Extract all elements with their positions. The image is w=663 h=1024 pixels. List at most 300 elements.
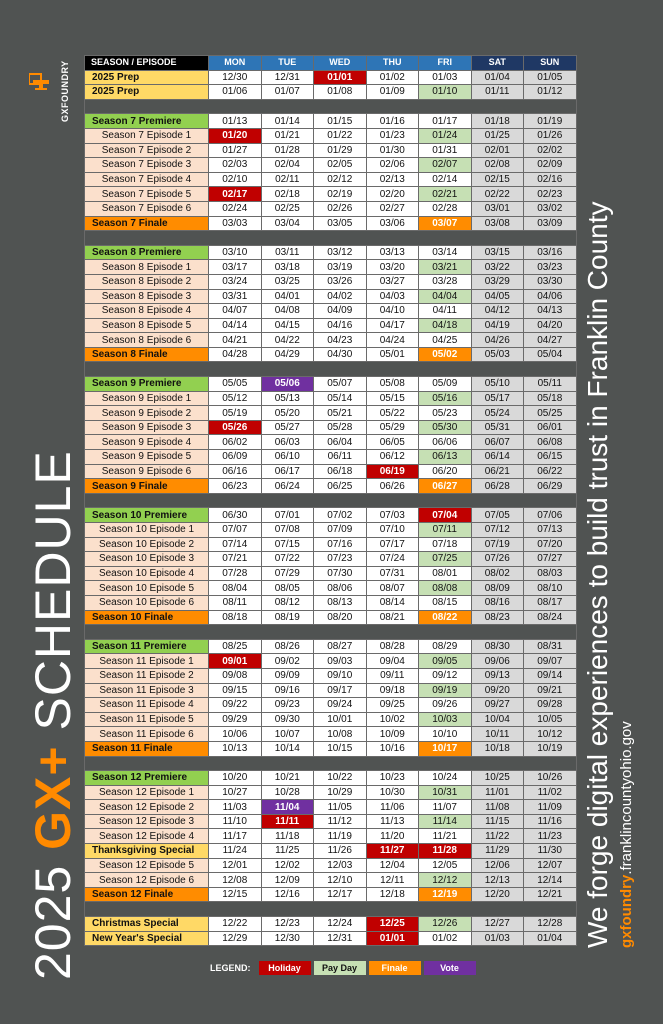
date-cell: 06/26 (366, 479, 419, 494)
date-cell: 04/27 (524, 333, 577, 348)
section-gap (85, 231, 577, 246)
date-cell: 10/24 (419, 771, 472, 786)
date-cell: 06/21 (471, 464, 524, 479)
date-cell: 06/07 (471, 435, 524, 450)
date-cell: 10/12 (524, 727, 577, 742)
date-cell: 01/11 (471, 85, 524, 100)
date-cell: 01/01 (314, 70, 367, 85)
date-cell: 11/23 (524, 829, 577, 844)
date-cell: 11/22 (471, 829, 524, 844)
date-cell: 12/18 (366, 887, 419, 902)
date-cell: 08/25 (209, 639, 262, 654)
date-cell: 09/30 (261, 712, 314, 727)
header-row (85, 56, 577, 71)
date-cell: 06/17 (261, 464, 314, 479)
date-cell: 07/25 (419, 552, 472, 567)
schedule-row (85, 668, 577, 683)
date-cell: 05/08 (366, 377, 419, 392)
row-label: Season 7 Episode 5 (85, 187, 209, 202)
date-cell: 07/09 (314, 523, 367, 538)
date-cell: 05/21 (314, 406, 367, 421)
row-label: Season 10 Finale (85, 610, 209, 625)
date-cell: 08/29 (419, 639, 472, 654)
date-cell: 12/06 (471, 858, 524, 873)
date-cell: 09/03 (314, 654, 367, 669)
date-cell: 06/23 (209, 479, 262, 494)
date-cell: 01/18 (471, 114, 524, 129)
row-label: Season 12 Finale (85, 887, 209, 902)
date-cell: 08/11 (209, 595, 262, 610)
gap-cell (85, 625, 577, 640)
date-cell: 10/09 (366, 727, 419, 742)
gap-cell (85, 362, 577, 377)
date-cell: 10/04 (471, 712, 524, 727)
date-cell: 09/16 (261, 683, 314, 698)
date-cell: 02/06 (366, 158, 419, 173)
date-cell: 07/08 (261, 523, 314, 538)
date-cell: 03/10 (209, 245, 262, 260)
date-cell: 04/21 (209, 333, 262, 348)
schedule-row (85, 406, 577, 421)
date-cell: 11/06 (366, 800, 419, 815)
date-cell: 11/25 (261, 844, 314, 859)
date-cell: 02/18 (261, 187, 314, 202)
legend-finale: Finale (369, 961, 421, 975)
gap-cell (85, 756, 577, 771)
title-prefix: 2025 (25, 849, 81, 980)
schedule-row (85, 566, 577, 581)
legend-title: LEGEND: (210, 963, 251, 973)
date-cell: 05/27 (261, 420, 314, 435)
date-cell: 04/01 (261, 289, 314, 304)
date-cell: 04/02 (314, 289, 367, 304)
date-cell: 11/11 (261, 814, 314, 829)
date-cell: 11/16 (524, 814, 577, 829)
date-cell: 10/03 (419, 712, 472, 727)
date-cell: 09/14 (524, 668, 577, 683)
date-cell: 04/03 (366, 289, 419, 304)
date-cell: 06/13 (419, 450, 472, 465)
date-cell: 04/18 (419, 318, 472, 333)
date-cell: 08/10 (524, 581, 577, 596)
date-cell: 07/20 (524, 537, 577, 552)
date-cell: 12/23 (261, 917, 314, 932)
header-wed: WED (314, 56, 367, 71)
date-cell: 10/15 (314, 741, 367, 756)
date-cell: 08/30 (471, 639, 524, 654)
legend-holiday: Holiday (259, 961, 311, 975)
date-cell: 10/13 (209, 741, 262, 756)
date-cell: 12/13 (471, 873, 524, 888)
schedule-row (85, 318, 577, 333)
date-cell: 03/21 (419, 260, 472, 275)
schedule-row (85, 523, 577, 538)
date-cell: 07/05 (471, 508, 524, 523)
row-label: Season 12 Episode 1 (85, 785, 209, 800)
date-cell: 09/27 (471, 698, 524, 713)
date-cell: 04/12 (471, 304, 524, 319)
date-cell: 05/05 (209, 377, 262, 392)
date-cell: 05/30 (419, 420, 472, 435)
header-sun: SUN (524, 56, 577, 71)
row-label: Season 7 Premiere (85, 114, 209, 129)
date-cell: 05/06 (261, 377, 314, 392)
date-cell: 08/23 (471, 610, 524, 625)
row-label: Christmas Special (85, 917, 209, 932)
schedule-row (85, 435, 577, 450)
date-cell: 05/22 (366, 406, 419, 421)
row-label: Season 9 Episode 2 (85, 406, 209, 421)
date-cell: 07/07 (209, 523, 262, 538)
date-cell: 08/22 (419, 610, 472, 625)
row-label: Thanksgiving Special (85, 844, 209, 859)
schedule-row (85, 552, 577, 567)
date-cell: 01/25 (471, 128, 524, 143)
date-cell: 05/25 (524, 406, 577, 421)
date-cell: 07/14 (209, 537, 262, 552)
date-cell: 01/20 (209, 128, 262, 143)
date-cell: 08/15 (419, 595, 472, 610)
date-cell: 07/03 (366, 508, 419, 523)
schedule-row (85, 391, 577, 406)
date-cell: 11/20 (366, 829, 419, 844)
date-cell: 03/04 (261, 216, 314, 231)
date-cell: 05/04 (524, 347, 577, 362)
date-cell: 07/13 (524, 523, 577, 538)
date-cell: 07/02 (314, 508, 367, 523)
date-cell: 12/14 (524, 873, 577, 888)
date-cell: 06/28 (471, 479, 524, 494)
date-cell: 02/02 (524, 143, 577, 158)
date-cell: 01/04 (471, 70, 524, 85)
logo-text: GXFOUNDRY (60, 60, 70, 122)
schedule-row (85, 450, 577, 465)
row-label: Season 11 Finale (85, 741, 209, 756)
row-label: Season 8 Episode 6 (85, 333, 209, 348)
date-cell: 02/25 (261, 201, 314, 216)
date-cell: 08/27 (314, 639, 367, 654)
row-label: 2025 Prep (85, 85, 209, 100)
date-cell: 10/18 (471, 741, 524, 756)
date-cell: 02/16 (524, 172, 577, 187)
section-gap (85, 362, 577, 377)
date-cell: 12/04 (366, 858, 419, 873)
date-cell: 07/10 (366, 523, 419, 538)
date-cell: 05/02 (419, 347, 472, 362)
date-cell: 07/27 (524, 552, 577, 567)
schedule-row (85, 70, 577, 85)
date-cell: 06/10 (261, 450, 314, 465)
row-label: Season 9 Finale (85, 479, 209, 494)
date-cell: 05/17 (471, 391, 524, 406)
schedule-row (85, 727, 577, 742)
date-cell: 10/10 (419, 727, 472, 742)
date-cell: 03/14 (419, 245, 472, 260)
schedule-row (85, 712, 577, 727)
date-cell: 05/11 (524, 377, 577, 392)
date-cell: 04/08 (261, 304, 314, 319)
date-cell: 12/25 (366, 917, 419, 932)
date-cell: 02/27 (366, 201, 419, 216)
schedule-row (85, 289, 577, 304)
date-cell: 08/09 (471, 581, 524, 596)
row-label: Season 8 Finale (85, 347, 209, 362)
date-cell: 05/24 (471, 406, 524, 421)
date-cell: 10/11 (471, 727, 524, 742)
date-cell: 07/17 (366, 537, 419, 552)
schedule-body (85, 70, 577, 946)
date-cell: 07/01 (261, 508, 314, 523)
date-cell: 11/21 (419, 829, 472, 844)
date-cell: 08/04 (209, 581, 262, 596)
date-cell: 12/19 (419, 887, 472, 902)
date-cell: 03/28 (419, 274, 472, 289)
row-label: Season 11 Premiere (85, 639, 209, 654)
date-cell: 06/27 (419, 479, 472, 494)
date-cell: 06/30 (209, 508, 262, 523)
section-gap (85, 493, 577, 508)
date-cell: 10/31 (419, 785, 472, 800)
date-cell: 12/21 (524, 887, 577, 902)
date-cell: 04/14 (209, 318, 262, 333)
date-cell: 04/26 (471, 333, 524, 348)
date-cell: 04/30 (314, 347, 367, 362)
schedule-row (85, 741, 577, 756)
date-cell: 02/13 (366, 172, 419, 187)
schedule-row (85, 844, 577, 859)
schedule-row (85, 85, 577, 100)
date-cell: 01/12 (524, 85, 577, 100)
date-cell: 01/02 (419, 931, 472, 946)
date-cell: 03/13 (366, 245, 419, 260)
date-cell: 03/02 (524, 201, 577, 216)
date-cell: 02/24 (209, 201, 262, 216)
schedule-row (85, 420, 577, 435)
date-cell: 11/14 (419, 814, 472, 829)
schedule-row (85, 785, 577, 800)
row-label: Season 12 Episode 4 (85, 829, 209, 844)
date-cell: 12/12 (419, 873, 472, 888)
section-gap (85, 902, 577, 917)
date-cell: 02/19 (314, 187, 367, 202)
date-cell: 11/09 (524, 800, 577, 815)
row-label: Season 11 Episode 4 (85, 698, 209, 713)
header-tue: TUE (261, 56, 314, 71)
date-cell: 03/20 (366, 260, 419, 275)
date-cell: 07/21 (209, 552, 262, 567)
date-cell: 09/18 (366, 683, 419, 698)
date-cell: 11/03 (209, 800, 262, 815)
date-cell: 06/20 (419, 464, 472, 479)
date-cell: 03/29 (471, 274, 524, 289)
date-cell: 02/04 (261, 158, 314, 173)
date-cell: 08/21 (366, 610, 419, 625)
schedule-row (85, 639, 577, 654)
date-cell: 11/01 (471, 785, 524, 800)
date-cell: 07/12 (471, 523, 524, 538)
date-cell: 01/28 (261, 143, 314, 158)
date-cell: 02/01 (471, 143, 524, 158)
schedule-row (85, 581, 577, 596)
date-cell: 08/18 (209, 610, 262, 625)
date-cell: 10/20 (209, 771, 262, 786)
gap-cell (85, 902, 577, 917)
date-cell: 11/19 (314, 829, 367, 844)
row-label: Season 10 Episode 1 (85, 523, 209, 538)
schedule-table (84, 55, 577, 946)
date-cell: 01/29 (314, 143, 367, 158)
schedule-row (85, 158, 577, 173)
date-cell: 07/06 (524, 508, 577, 523)
schedule-row (85, 800, 577, 815)
date-cell: 10/01 (314, 712, 367, 727)
date-cell: 01/17 (419, 114, 472, 129)
date-cell: 03/11 (261, 245, 314, 260)
schedule-row (85, 829, 577, 844)
gxfoundry-logo (22, 52, 70, 122)
date-cell: 12/07 (524, 858, 577, 873)
date-cell: 09/26 (419, 698, 472, 713)
row-label: Season 7 Episode 6 (85, 201, 209, 216)
date-cell: 01/04 (524, 931, 577, 946)
schedule-row (85, 887, 577, 902)
date-cell: 08/13 (314, 595, 367, 610)
date-cell: 08/26 (261, 639, 314, 654)
date-cell: 05/03 (471, 347, 524, 362)
date-cell: 02/21 (419, 187, 472, 202)
date-cell: 12/15 (209, 887, 262, 902)
schedule-row (85, 274, 577, 289)
date-cell: 01/30 (366, 143, 419, 158)
date-cell: 11/17 (209, 829, 262, 844)
schedule-row (85, 610, 577, 625)
date-cell: 11/28 (419, 844, 472, 859)
date-cell: 12/24 (314, 917, 367, 932)
date-cell: 08/08 (419, 581, 472, 596)
date-cell: 09/06 (471, 654, 524, 669)
schedule-row (85, 698, 577, 713)
date-cell: 08/07 (366, 581, 419, 596)
row-label: Season 12 Episode 5 (85, 858, 209, 873)
url-brand: gxfoundry (618, 874, 635, 948)
date-cell: 11/29 (471, 844, 524, 859)
date-cell: 01/27 (209, 143, 262, 158)
date-cell: 03/18 (261, 260, 314, 275)
date-cell: 02/08 (471, 158, 524, 173)
date-cell: 08/17 (524, 595, 577, 610)
date-cell: 03/07 (419, 216, 472, 231)
date-cell: 09/11 (366, 668, 419, 683)
date-cell: 02/09 (524, 158, 577, 173)
row-label: Season 10 Episode 4 (85, 566, 209, 581)
date-cell: 03/03 (209, 216, 262, 231)
schedule-row (85, 917, 577, 932)
row-label: New Year's Special (85, 931, 209, 946)
date-cell: 10/26 (524, 771, 577, 786)
date-cell: 02/26 (314, 201, 367, 216)
date-cell: 10/29 (314, 785, 367, 800)
date-cell: 12/08 (209, 873, 262, 888)
gap-cell (85, 99, 577, 114)
date-cell: 12/31 (261, 70, 314, 85)
date-cell: 06/03 (261, 435, 314, 450)
date-cell: 04/09 (314, 304, 367, 319)
date-cell: 04/16 (314, 318, 367, 333)
schedule-row (85, 216, 577, 231)
date-cell: 04/19 (471, 318, 524, 333)
date-cell: 11/30 (524, 844, 577, 859)
date-cell: 01/19 (524, 114, 577, 129)
date-cell: 06/15 (524, 450, 577, 465)
date-cell: 11/24 (209, 844, 262, 859)
legend (210, 961, 479, 975)
date-cell: 03/19 (314, 260, 367, 275)
row-label: Season 7 Episode 3 (85, 158, 209, 173)
date-cell: 06/04 (314, 435, 367, 450)
date-cell: 09/23 (261, 698, 314, 713)
row-label: Season 7 Episode 1 (85, 128, 209, 143)
date-cell: 08/12 (261, 595, 314, 610)
date-cell: 12/16 (261, 887, 314, 902)
row-label: Season 9 Episode 6 (85, 464, 209, 479)
date-cell: 05/26 (209, 420, 262, 435)
date-cell: 08/02 (471, 566, 524, 581)
date-cell: 08/20 (314, 610, 367, 625)
date-cell: 12/01 (209, 858, 262, 873)
date-cell: 03/06 (366, 216, 419, 231)
date-cell: 05/13 (261, 391, 314, 406)
date-cell: 06/29 (524, 479, 577, 494)
date-cell: 02/23 (524, 187, 577, 202)
date-cell: 01/26 (524, 128, 577, 143)
date-cell: 12/30 (261, 931, 314, 946)
date-cell: 06/06 (419, 435, 472, 450)
date-cell: 07/15 (261, 537, 314, 552)
date-cell: 02/14 (419, 172, 472, 187)
date-cell: 04/05 (471, 289, 524, 304)
date-cell: 11/10 (209, 814, 262, 829)
date-cell: 06/24 (261, 479, 314, 494)
date-cell: 02/15 (471, 172, 524, 187)
title-accent: GX+ (25, 745, 81, 850)
header-season-episode: SEASON / EPISODE (85, 56, 209, 71)
date-cell: 12/29 (209, 931, 262, 946)
date-cell: 01/07 (261, 85, 314, 100)
date-cell: 10/25 (471, 771, 524, 786)
date-cell: 09/10 (314, 668, 367, 683)
date-cell: 01/22 (314, 128, 367, 143)
date-cell: 06/22 (524, 464, 577, 479)
schedule-row (85, 245, 577, 260)
date-cell: 02/17 (209, 187, 262, 202)
date-cell: 01/06 (209, 85, 262, 100)
date-cell: 01/13 (209, 114, 262, 129)
date-cell: 07/30 (314, 566, 367, 581)
anvil-icon (29, 72, 51, 92)
date-cell: 05/14 (314, 391, 367, 406)
row-label: Season 7 Episode 4 (85, 172, 209, 187)
date-cell: 06/25 (314, 479, 367, 494)
schedule-row (85, 260, 577, 275)
date-cell: 09/05 (419, 654, 472, 669)
page-title (24, 450, 82, 980)
schedule-row (85, 333, 577, 348)
row-label: Season 7 Finale (85, 216, 209, 231)
date-cell: 06/08 (524, 435, 577, 450)
date-cell: 04/23 (314, 333, 367, 348)
date-cell: 08/28 (366, 639, 419, 654)
date-cell: 06/19 (366, 464, 419, 479)
